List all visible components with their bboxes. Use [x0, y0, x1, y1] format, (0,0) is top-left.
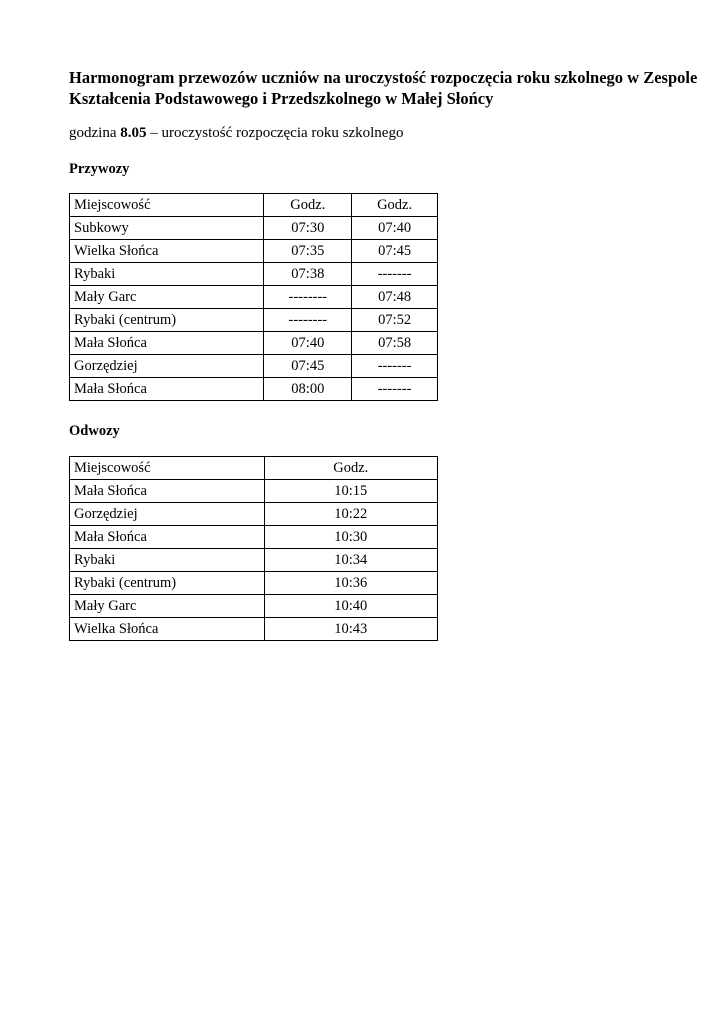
ceremony-time-line — [69, 125, 403, 142]
cell-time: 10:36 — [264, 572, 437, 595]
table-row — [70, 480, 438, 503]
column-header-godz-2: Godz. — [352, 194, 438, 217]
table-row — [70, 332, 438, 355]
table-row — [70, 618, 438, 641]
section-heading-odwozy: Odwozy — [69, 423, 120, 439]
column-header-godz: Godz. — [264, 457, 437, 480]
cell-place: Gorzędziej — [70, 355, 264, 378]
cell-place: Rybaki (centrum) — [70, 309, 264, 332]
cell-time-1: 07:45 — [264, 355, 352, 378]
section-heading-przywozy: Przywozy — [69, 161, 130, 177]
cell-time-2: ------- — [352, 355, 438, 378]
cell-time-2: 07:52 — [352, 309, 438, 332]
cell-place: Mały Garc — [70, 286, 264, 309]
table-header-row — [70, 457, 438, 480]
cell-place: Mała Słońca — [70, 378, 264, 401]
ceremony-time: 8.05 — [120, 125, 147, 141]
cell-time: 10:43 — [264, 618, 437, 641]
cell-time-1: -------- — [264, 309, 352, 332]
table-row — [70, 526, 438, 549]
cell-place: Mała Słońca — [70, 480, 265, 503]
table-row — [70, 595, 438, 618]
table-row — [70, 378, 438, 401]
cell-time-1: 07:38 — [264, 263, 352, 286]
table-row — [70, 309, 438, 332]
cell-place: Mała Słońca — [70, 526, 265, 549]
cell-time: 10:40 — [264, 595, 437, 618]
cell-time-1: 07:30 — [264, 217, 352, 240]
cell-place: Rybaki (centrum) — [70, 572, 265, 595]
cell-time-2: ------- — [352, 378, 438, 401]
table-header-row — [70, 194, 438, 217]
cell-place: Rybaki — [70, 549, 265, 572]
table-row — [70, 572, 438, 595]
cell-time-2: ------- — [352, 263, 438, 286]
cell-time-2: 07:48 — [352, 286, 438, 309]
table-row — [70, 355, 438, 378]
table-row — [70, 240, 438, 263]
cell-place: Mała Słońca — [70, 332, 264, 355]
cell-time-1: 08:00 — [264, 378, 352, 401]
table-row — [70, 549, 438, 572]
subtitle-prefix: godzina — [69, 125, 121, 141]
cell-time: 10:15 — [264, 480, 437, 503]
table-row — [70, 503, 438, 526]
column-header-miejscowosc: Miejscowość — [70, 194, 264, 217]
cell-time-1: 07:40 — [264, 332, 352, 355]
cell-place: Gorzędziej — [70, 503, 265, 526]
cell-time-2: 07:45 — [352, 240, 438, 263]
cell-time: 10:34 — [264, 549, 437, 572]
cell-time-1: 07:35 — [264, 240, 352, 263]
table-row — [70, 286, 438, 309]
column-header-miejscowosc: Miejscowość — [70, 457, 265, 480]
cell-time-2: 07:40 — [352, 217, 438, 240]
cell-place: Wielka Słońca — [70, 618, 265, 641]
odwozy-table — [69, 456, 438, 641]
table-row — [70, 263, 438, 286]
przywozy-table — [69, 193, 438, 401]
subtitle-suffix: – uroczystość rozpoczęcia roku szkolnego — [146, 125, 404, 141]
column-header-godz-1: Godz. — [264, 194, 352, 217]
cell-time-2: 07:58 — [352, 332, 438, 355]
cell-place: Wielka Słońca — [70, 240, 264, 263]
page-title: Harmonogram przewozów uczniów na uroczystość rozpoczęcia roku szkolnego w Zespole Kształcenia Podstawowego i Przedszkolnego w Małej Słońcy — [69, 68, 698, 108]
cell-place: Rybaki — [70, 263, 264, 286]
table-row — [70, 217, 438, 240]
cell-place: Subkowy — [70, 217, 264, 240]
cell-place: Mały Garc — [70, 595, 265, 618]
cell-time: 10:22 — [264, 503, 437, 526]
cell-time-1: -------- — [264, 286, 352, 309]
cell-time: 10:30 — [264, 526, 437, 549]
